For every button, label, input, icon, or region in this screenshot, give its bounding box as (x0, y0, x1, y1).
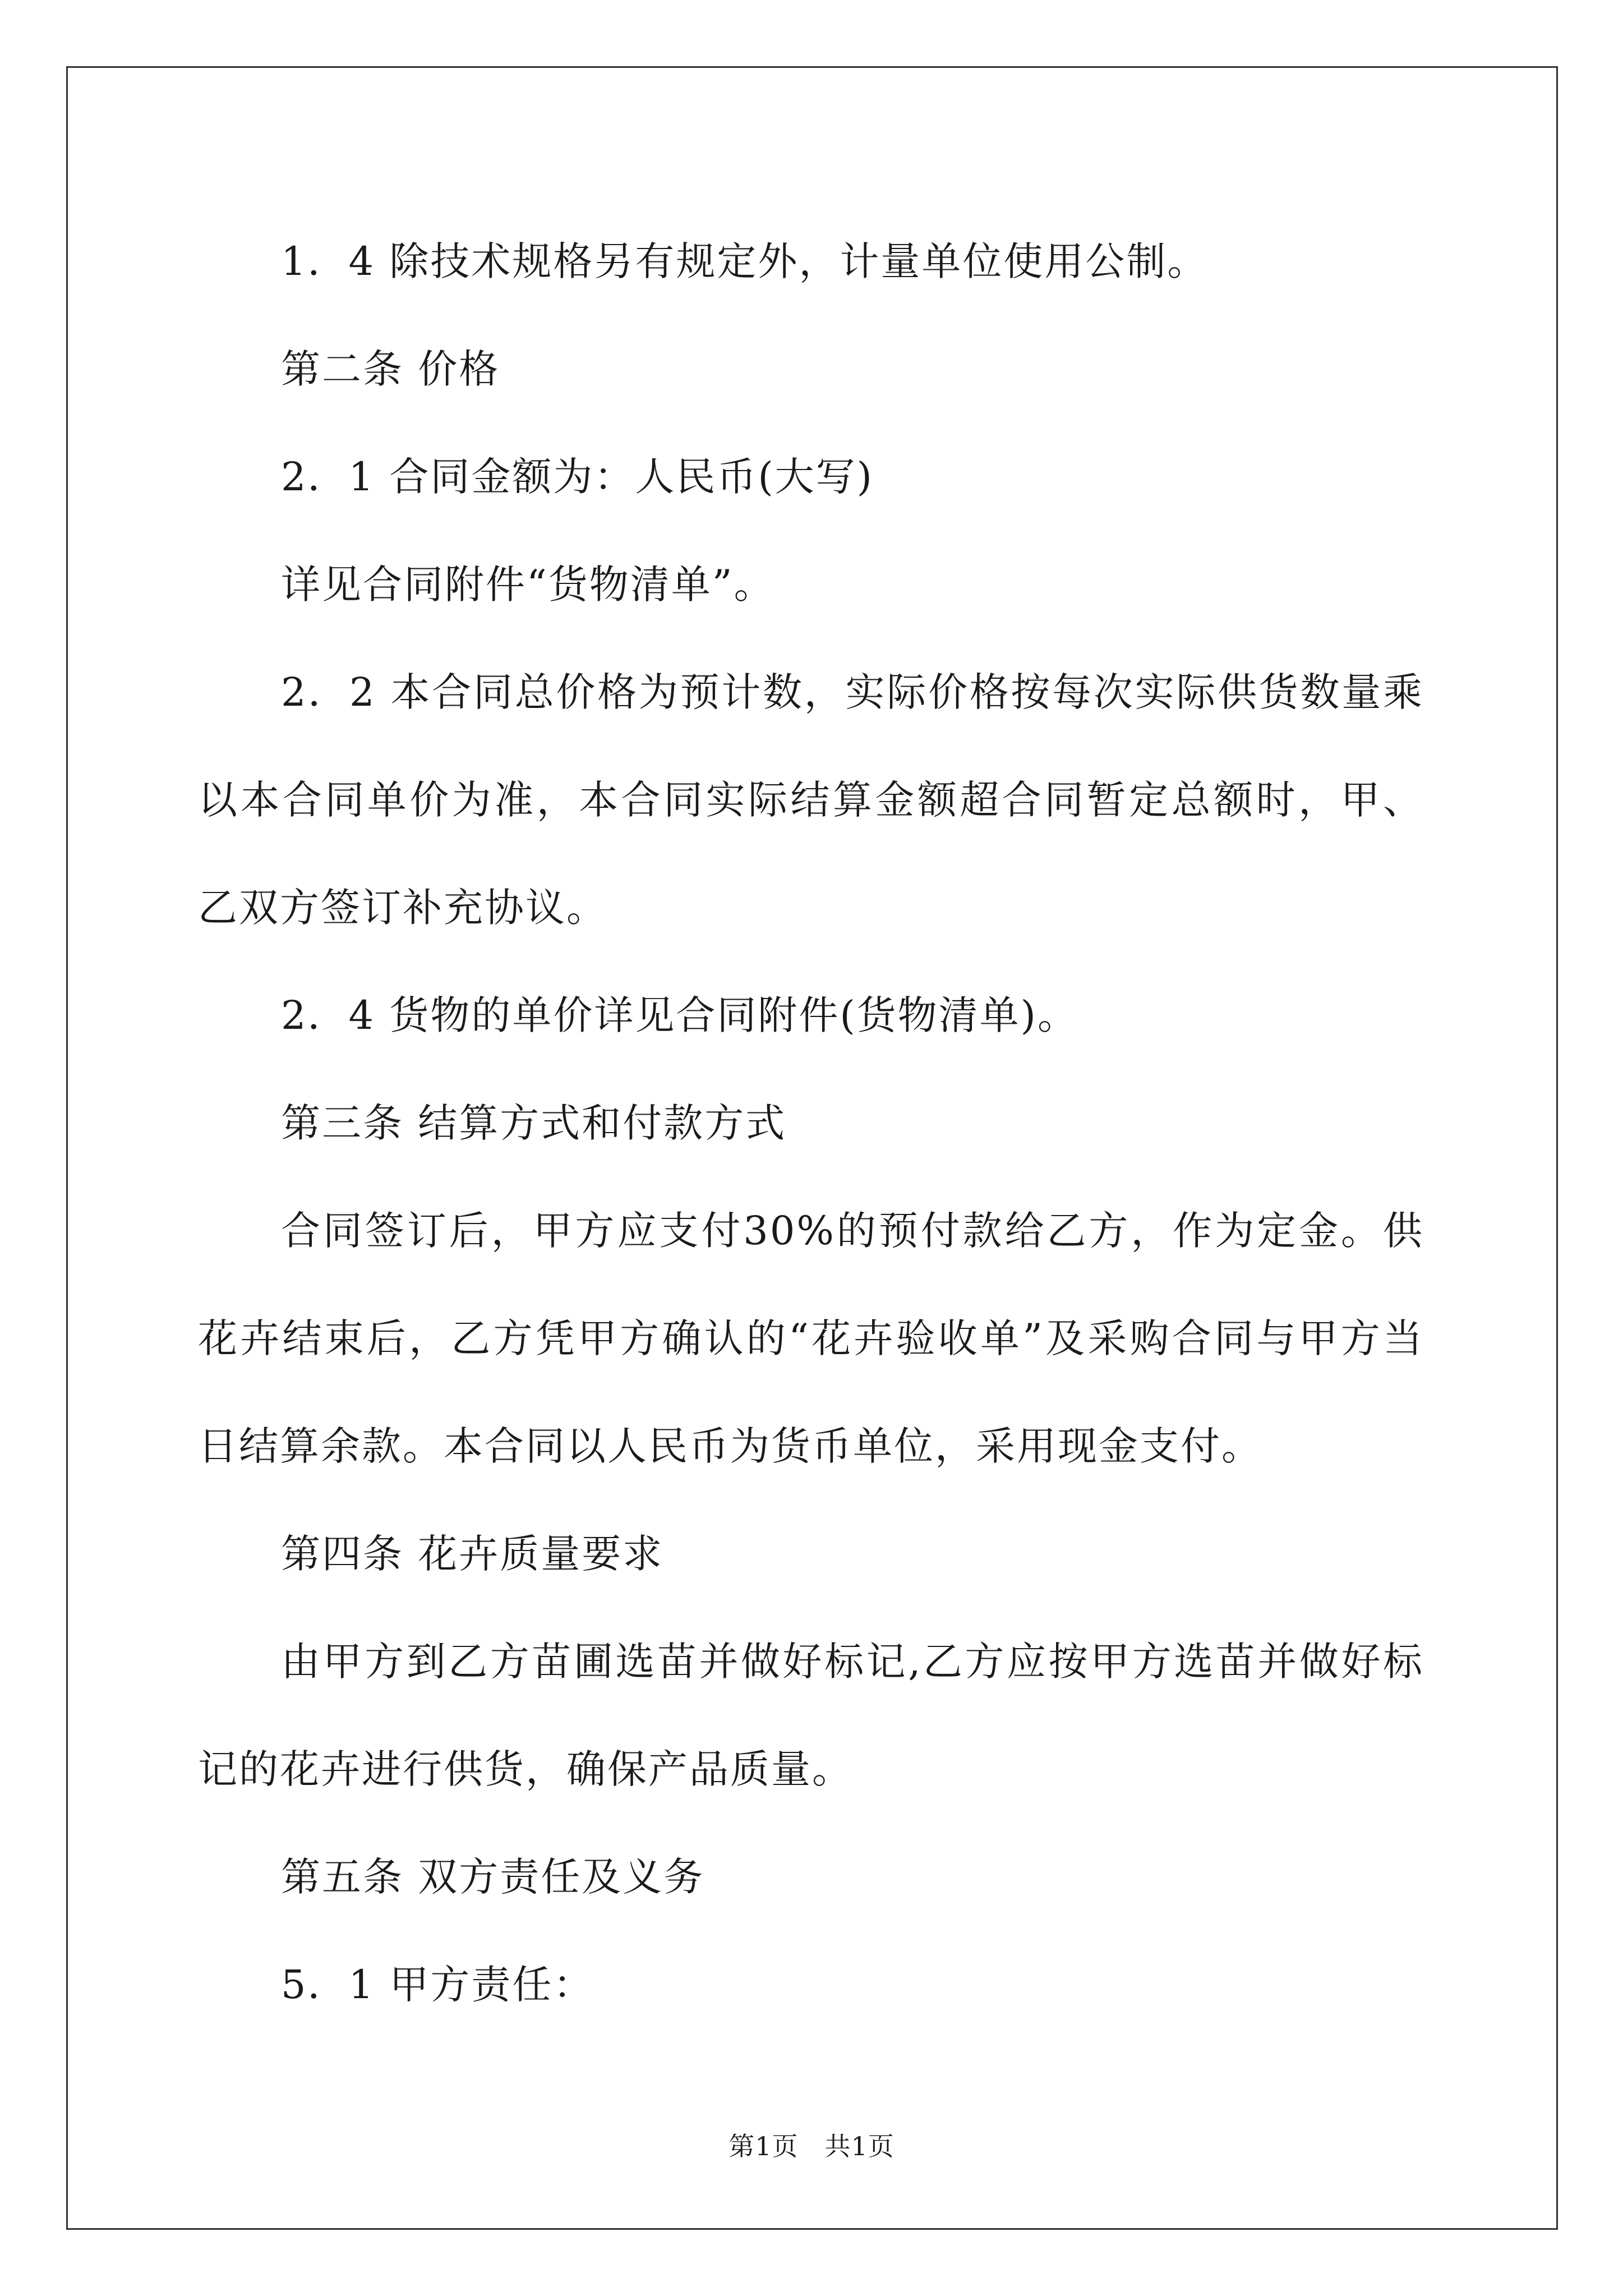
paragraph-quality: 由甲方到乙方苗圃选苗并做好标记,乙方应按甲方选苗并做好标记的花卉进行供货，确保产品质量。 (198, 1639, 1424, 1792)
section-heading-3: 第三条 结算方式和付款方式 (281, 1100, 787, 1146)
document-body (198, 208, 1424, 2039)
section-heading-2: 第二条 价格 (281, 346, 500, 392)
page-total: 共1页 (824, 2131, 895, 2161)
section-heading-5: 第五条 双方责任及义务 (281, 1854, 705, 1900)
paragraph-payment: 合同签订后，甲方应支付30%的预付款给乙方，作为定金。供花卉结束后，乙方凭甲方确认的“花卉验收单”及采购合同与甲方当日结算余款。本合同以人民币为货币单位，采用现金支付。 (198, 1208, 1424, 1469)
paragraph-1: 1．4 除技术规格另有规定外，计量单位使用公制。 (281, 238, 1209, 284)
page-footer (0, 2126, 1623, 2163)
section-heading-4: 第四条 花卉质量要求 (281, 1531, 664, 1577)
paragraph-2-2: 2．2 本合同总价格为预计数，实际价格按每次实际供货数量乘以本合同单价为准，本合同实际结算金额超合同暂定总额时，甲、乙双方签订补充协议。 (198, 669, 1424, 931)
paragraph-2-1: 2．1 合同金额为：人民币(大写) (281, 454, 874, 500)
paragraph-2-4: 2．4 货物的单价详见合同附件(货物清单)。 (281, 992, 1078, 1038)
paragraph-goods-list: 详见合同附件“货物清单”。 (281, 562, 775, 608)
paragraph-5-1: 5．1 甲方责任： (281, 1962, 594, 2008)
page-number: 第1页 (728, 2131, 799, 2161)
